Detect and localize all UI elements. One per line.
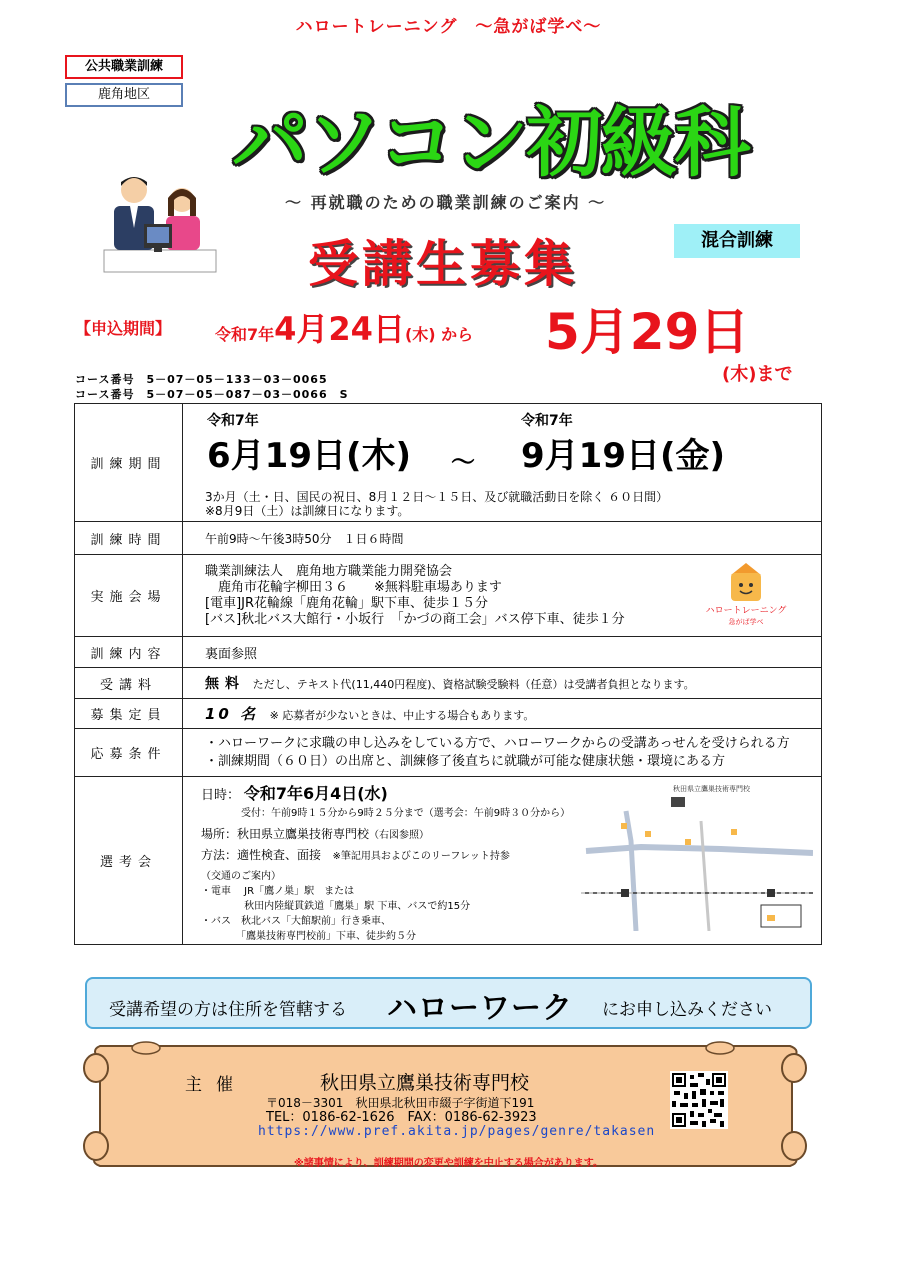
selection-access-1: ・電車 JR「鷹ノ巣」駅 または [201, 886, 355, 897]
public-training-tag: 公共職業訓練 [65, 55, 183, 79]
selection-access-4: 「鷹巣技術専門校前」下車、徒歩約５分 [201, 931, 416, 942]
selection-date-label: 日時： [201, 788, 241, 803]
row-fee [75, 668, 822, 699]
application-to-suffix: (木)まで [722, 364, 793, 385]
selection-place-note: （右図参照） [369, 830, 430, 841]
content-label: 訓練内容 [75, 637, 183, 668]
from-kara: から [441, 325, 474, 344]
capacity-note: ※ 応募者が少ないときは、中止する場合もあります。 [269, 709, 535, 722]
selection-reception: 受付：午前9時１５分から9時２５分まで（選考会：午前9時３０分から） [241, 808, 571, 819]
organizer-name: 秋田県立鷹巣技術専門校 [320, 1072, 530, 1094]
period-start-date: 6月19日(木) [207, 436, 412, 476]
application-label: 【申込期間】 [75, 319, 172, 338]
period-end-era: 令和7年 [521, 413, 573, 429]
map-title: 秋田県立鷹巣技術専門校 [673, 785, 750, 793]
row-capacity [75, 699, 822, 729]
area-tag: 鹿角地区 [65, 83, 183, 107]
organizer-url[interactable]: https://www.pref.akita.jp/pages/genre/takasen [258, 1124, 656, 1139]
period-note-2: ※8月9日（土）は訓練日になります。 [205, 504, 410, 518]
mixed-training-badge: 混合訓練 [674, 224, 800, 258]
selection-method: 方法：適性検査、面接 [201, 848, 322, 862]
conditions-line-1: ・ハローワークに求職の申し込みをしている方で、ハローワークからの受講あっせんを受けられる方 [205, 735, 790, 751]
period-end-date: 9月19日(金) [521, 436, 726, 476]
selection-access-3: ・バス 秋北バス「大館駅前」行き乗車、 [201, 916, 391, 927]
selection-label: 選考会 [75, 777, 183, 945]
time-label: 訓練時間 [75, 522, 183, 555]
row-selection [75, 777, 822, 945]
mascot-text-2: 急がば学べ [728, 618, 764, 626]
recruit-heading: 受講生募集 [308, 235, 578, 293]
organizer-tel: TEL：0186-62-1626 FAX：0186-62-3923 [266, 1110, 537, 1125]
application-from [215, 304, 473, 350]
venue-value [183, 555, 822, 637]
row-conditions [75, 729, 822, 777]
row-content [75, 637, 822, 668]
access-map [581, 781, 813, 931]
footnote: ※諸事情により、訓練期間の変更や訓練を中止する場合があります。 [294, 1158, 603, 1169]
venue-line-3: [電車]JR花輪線「鹿角花輪」駅下車、徒歩１５分 [205, 595, 489, 611]
venue-line-4: [バス]秋北バス大館行・小坂行 「かづの商工会」バス停下車、徒歩１分 [205, 611, 625, 627]
venue-line-1: 職業訓練法人 鹿角地方職業能力開発協会 [205, 563, 453, 579]
hellowork-main: ハローワーク [387, 991, 573, 1026]
from-dow: (木) [404, 325, 436, 344]
qr-code-icon [670, 1071, 728, 1129]
organizer-address: 〒018－3301 秋田県北秋田市綴子字街道下191 [266, 1096, 535, 1110]
capacity-label: 募集定員 [75, 699, 183, 729]
course-number-2: コース番号 5－07－05－087－03－0066 S [75, 388, 349, 401]
capacity-main: 10 名 [205, 705, 259, 723]
fee-main: 無料 [205, 676, 245, 692]
period-start-era: 令和7年 [207, 413, 259, 429]
hellowork-post: にお申し込みください [602, 1000, 772, 1020]
hellowork-banner [85, 977, 812, 1029]
capacity-value [183, 699, 822, 729]
venue-line-2: 鹿角市花輪字柳田３６ ※無料駐車場あります [205, 579, 502, 595]
application-to-date: 5月29日 [545, 303, 750, 361]
selection-access-2: 秋田内陸縦貫鉄道「鷹巣」駅 下車、バスで約15分 [201, 901, 471, 912]
mascot-text-1: ハロートレーニング [705, 606, 787, 616]
course-title: パソコン初級科 [232, 98, 749, 187]
period-label: 訓練期間 [75, 404, 183, 522]
conditions-line-2: ・訓練期間（６０日）の出席と、訓練修了後直ちに就職が可能な健康状態・環境にある方 [205, 753, 726, 769]
selection-date-value: 令和7年6月4日(水) [243, 784, 388, 803]
from-era: 令和7年 [215, 325, 275, 344]
hellowork-pre: 受講希望の方は住所を管轄する [109, 1000, 347, 1020]
hello-training-mascot [701, 561, 791, 627]
fee-label: 受講料 [75, 668, 183, 699]
from-date: 4月24日 [274, 310, 405, 348]
selection-method-note: ※筆記用具およびこのリーフレット持参 [332, 851, 510, 862]
period-value [183, 404, 822, 522]
row-period [75, 404, 822, 522]
top-banner: ハロートレーニング ～急がば学べ～ [295, 17, 602, 37]
selection-value [183, 777, 822, 945]
selection-place: 場所：秋田県立鷹巣技術専門校 [201, 827, 370, 841]
subtitle: ～ 再就職のための職業訓練のご案内 ～ [285, 193, 607, 212]
course-number-1: コース番号 5－07－05－133－03－0065 [75, 373, 328, 386]
selection-access-head: （交通のご案内） [201, 871, 281, 882]
row-venue [75, 555, 822, 637]
period-note-1: 3か月（土・日、国民の祝日、8月１２日～１５日、及び就職活動日を除く ６０日間） [205, 490, 669, 504]
period-tilde: ～ [451, 448, 475, 476]
row-time [75, 522, 822, 555]
venue-label: 実施会場 [75, 555, 183, 637]
content-value: 裏面参照 [183, 637, 822, 668]
people-at-computer-illustration [100, 172, 220, 276]
info-table [74, 403, 822, 945]
fee-note: ただし、テキスト代(11,440円程度)、資格試験受験料（任意）は受講者負担となります。 [252, 678, 695, 691]
fee-value [183, 668, 822, 699]
organizer-label: 主催 [185, 1075, 247, 1095]
time-value: 午前9時～午後3時50分 １日６時間 [183, 522, 822, 555]
conditions-value [183, 729, 822, 777]
conditions-label: 応募条件 [75, 729, 183, 777]
